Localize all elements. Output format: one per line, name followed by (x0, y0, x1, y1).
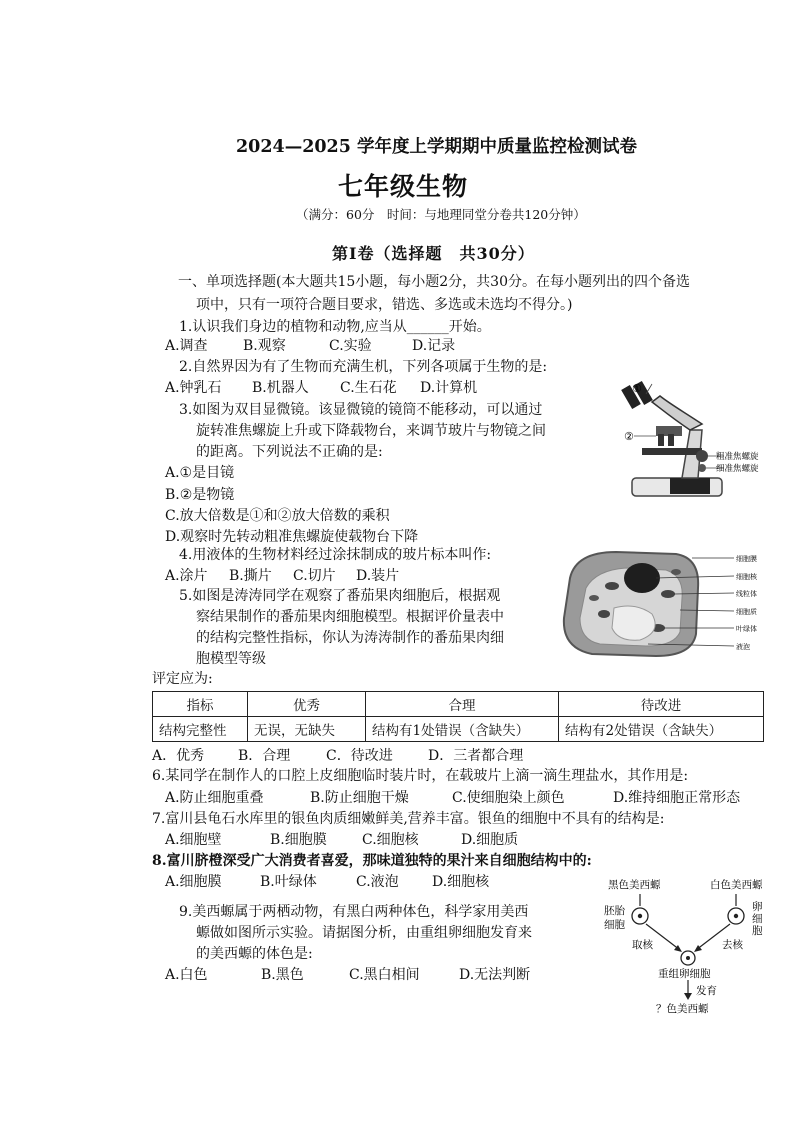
q1-option-a: A.调查 (165, 338, 208, 354)
q3-stem-2: 旋转准焦螺旋上升或下降载物台，来调节玻片与物镜之间 (196, 423, 546, 439)
q4-option-b: B.撕片 (229, 568, 272, 584)
label-cell-membrane: 细胞膜 (736, 555, 757, 563)
q5-option-b: B．合理 (238, 748, 291, 764)
evaluation-table (152, 691, 764, 742)
q6-option-c: C.使细胞染上颜色 (452, 790, 565, 806)
q8-option-b: B.叶绿体 (260, 874, 317, 890)
q4-option-c: C.切片 (293, 568, 336, 584)
q8-option-d: D.细胞核 (432, 874, 490, 890)
label-egg-2: 细 (752, 913, 763, 925)
table-cell: 结构完整性 (153, 717, 248, 742)
q3-stem-1: 3.如图为双目显微镜。该显微镜的镜筒不能移动，可以通过 (179, 402, 543, 418)
label-cytoplasm: 细胞质 (736, 608, 757, 616)
label-objective: ② (624, 430, 634, 443)
q5-stem-5: 评定应为: (152, 671, 213, 687)
q7-option-b: B.细胞膜 (270, 832, 327, 848)
label-coarse-focus: 粗准焦螺旋 (716, 452, 759, 462)
cell-model-figure (556, 548, 766, 660)
q5-option-a: A．优秀 (152, 748, 205, 764)
exam-info: （满分：60分 时间：与地理同堂分卷共120分钟） (296, 207, 586, 222)
label-fine-focus: 细准焦螺旋 (716, 464, 759, 474)
q5-option-d: D．三者都合理 (428, 748, 524, 764)
q9-stem-3: 的美西螈的体色是: (196, 946, 313, 962)
q9-stem-1: 9.美西螈属于两栖动物，有黑白两种体色，科学家用美西 (179, 904, 529, 920)
label-embryo-1: 胚胎 (604, 905, 625, 917)
q7-stem: 7.富川县龟石水库里的银鱼肉质细嫩鲜美,营养丰富。银鱼的细胞中不具有的结构是: (152, 811, 665, 827)
q7-option-d: D.细胞质 (461, 832, 519, 848)
table-header-row (153, 692, 764, 717)
q5-stem-2: 察结果制作的番茄果肉细胞模型。根据评价量表中 (196, 609, 504, 625)
subject-title: 七年级生物 (338, 172, 469, 201)
label-take-nucleus: 取核 (632, 939, 653, 951)
q1-option-c: C.实验 (329, 338, 372, 354)
q3-stem-3: 的距离。下列说法不正确的是: (196, 444, 383, 460)
q5-stem-4: 胞模型等级 (196, 651, 266, 667)
instructions-line2: 项中，只有一项符合题目要求，错选、多选或未选均不得分。) (196, 297, 573, 313)
label-nucleus: 细胞核 (736, 573, 757, 581)
q9-option-c: C.黑白相间 (349, 967, 420, 983)
q9-option-d: D.无法判断 (459, 967, 531, 983)
q7-option-c: C.细胞核 (362, 832, 419, 848)
q9-option-a: A.白色 (165, 967, 208, 983)
q5-stem-3: 的结构完整性指标，你认为涛涛制作的番茄果肉细 (196, 630, 504, 646)
table-header-cell: 待改进 (559, 692, 764, 717)
label-chloroplast: 叶绿体 (736, 625, 757, 633)
label-egg-1: 卵 (752, 901, 763, 913)
q5-option-c: C．待改进 (326, 748, 393, 764)
table-row (153, 717, 764, 742)
q2-stem: 2.自然界因为有了生物而充满生机，下列各项属于生物的是: (179, 359, 548, 375)
q4-stem: 4.用液体的生物材料经过涂抹制成的玻片标本叫作: (179, 547, 492, 563)
axolotl-experiment-figure (598, 874, 778, 1016)
label-vacuole: 液泡 (736, 643, 750, 651)
label-recombined-egg: 重组卵细胞 (658, 968, 711, 980)
microscope-figure (612, 378, 772, 500)
table-header-cell: 合理 (366, 692, 559, 717)
q6-option-d: D.维持细胞正常形态 (613, 790, 741, 806)
q3-option-b: B.②是物镜 (165, 487, 235, 503)
exam-title: 2024—2025 学年度上学期期中质量监控检测试卷 (236, 137, 638, 157)
table-header-cell: 优秀 (248, 692, 366, 717)
label-black-axolotl: 黑色美西螈 (608, 879, 661, 891)
q3-option-c: C.放大倍数是①和②放大倍数的乘积 (165, 508, 390, 524)
q8-option-a: A.细胞膜 (165, 874, 222, 890)
label-eyepiece: ① (632, 382, 642, 395)
label-mitochondria: 线粒体 (736, 590, 757, 598)
section-title: 第Ⅰ卷（选择题 共30分） (332, 244, 535, 263)
q3-option-a: A.①是目镜 (165, 465, 235, 481)
q3-option-d: D.观察时先转动粗准焦螺旋使载物台下降 (165, 529, 419, 545)
label-white-axolotl: 白色美西螈 (710, 879, 763, 891)
q1-option-b: B.观察 (243, 338, 286, 354)
q6-stem: 6.某同学在制作人的口腔上皮细胞临时装片时，在载玻片上滴一滴生理盐水，其作用是: (152, 768, 689, 784)
q2-option-a: A.钟乳石 (165, 380, 222, 396)
q1-option-d: D.记录 (412, 338, 456, 354)
label-result-axolotl: ？色美西螈 (656, 1003, 709, 1015)
q6-option-b: B.防止细胞干燥 (310, 790, 409, 806)
q8-option-c: C.液泡 (356, 874, 399, 890)
table-cell: 结构有1处错误（含缺失） (366, 717, 559, 742)
q1-stem: 1.认识我们身边的植物和动物,应当从______开始。 (179, 319, 491, 335)
q9-stem-2: 螈做如图所示实验。请据图分析，由重组卵细胞发育来 (196, 925, 532, 941)
q8-stem: 8.富川脐橙深受广大消费者喜爱，那味道独特的果汁来自细胞结构中的: (152, 853, 592, 869)
q2-option-c: C.生石花 (340, 380, 397, 396)
label-develop: 发育 (696, 985, 717, 997)
q2-option-d: D.计算机 (420, 380, 478, 396)
q4-option-a: A.涂片 (165, 568, 208, 584)
q7-option-a: A.细胞壁 (165, 832, 222, 848)
label-remove-nucleus: 去核 (722, 939, 743, 951)
label-egg-3: 胞 (752, 925, 763, 937)
instructions-line1: 一、单项选择题(本大题共15小题，每小题2分，共30分。在每小题列出的四个备选 (178, 274, 690, 290)
table-cell: 结构有2处错误（含缺失） (559, 717, 764, 742)
label-embryo-2: 细胞 (604, 919, 625, 931)
q4-option-d: D.装片 (356, 568, 400, 584)
q9-option-b: B.黑色 (261, 967, 304, 983)
q5-stem-1: 5.如图是涛涛同学在观察了番茄果肉细胞后，根据观 (179, 588, 501, 604)
q2-option-b: B.机器人 (252, 380, 309, 396)
table-header-cell: 指标 (153, 692, 248, 717)
table-cell: 无误，无缺失 (248, 717, 366, 742)
q6-option-a: A.防止细胞重叠 (165, 790, 264, 806)
